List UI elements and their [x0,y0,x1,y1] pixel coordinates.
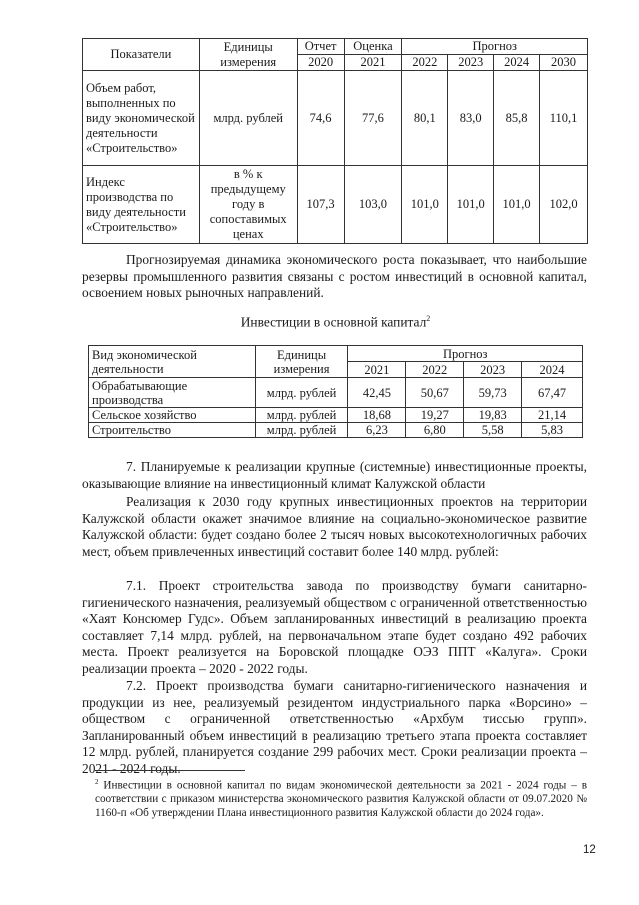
cell-value: 85,8 [494,71,540,166]
cell-value: 42,45 [348,378,406,408]
header-year: 2024 [494,55,540,71]
paragraph-project-7-2: 7.2. Проект производства бумаги санитарно-гигиенического назначения и продукции из нее, реализуемый резидентом индустриального парка «Ворсино» – обществом с ограниченной ответственностью «Архбум тиссью групп». Запланированный объем инвестиций в реализацию третьего этапа проекта составляет 12 млрд. рублей, планируется создание 299 рабочих мест. Сроки реализации проекта – 2021 - 2024 годы. [82,678,587,776]
cell-value: 18,68 [348,408,406,423]
caption-text: Инвестиции в основной капитал [240,314,427,330]
cell-value: 80,1 [402,71,448,166]
paragraph-projects-impact: Реализация к 2030 году крупных инвестиционных проектов на территории Калужской области окажет значимое влияние на социально-экономическое развитие Калужской области: будет создано более 2 тысяч новых высокотехнологичных рабочих мест, объем привлеченных инвестиций составит более 140 млрд. рублей: [82,494,587,559]
header-year: 2022 [406,362,464,378]
row-name: Объем работ, выполненных по виду экономической деятельности «Строительство» [83,71,200,166]
cell-value: 101,0 [402,166,448,244]
footnote [95,776,587,821]
row-name: Индекс производства по виду деятельности «Строительство» [83,166,200,244]
construction-indicators-table [82,38,588,244]
header-year: 2023 [448,55,494,71]
cell-value: 6,80 [406,423,464,438]
cell-value: 107,3 [297,166,344,244]
header-forecast: Прогноз [402,39,588,55]
cell-value: 77,6 [344,71,402,166]
header-units: Единицы измерения [199,39,297,71]
header-estimate: Оценка [344,39,402,55]
row-unit: млрд. рублей [255,408,348,423]
row-name: Строительство [89,423,256,438]
header-indicators: Показатели [83,39,200,71]
row-unit: млрд. рублей [255,378,348,408]
cell-value: 21,14 [522,408,583,423]
table2-caption [88,314,583,330]
cell-value: 74,6 [297,71,344,166]
cell-value: 67,47 [522,378,583,408]
cell-value: 19,27 [406,408,464,423]
cell-value: 101,0 [448,166,494,244]
row-name: Обрабатывающие производства [89,378,256,408]
table-row [89,408,583,423]
header-year: 2024 [522,362,583,378]
header-report: Отчет [297,39,344,55]
table-row [83,71,588,166]
investment-table [88,345,583,438]
header-year: 2020 [297,55,344,71]
footnote-divider [95,770,245,771]
header-year: 2021 [344,55,402,71]
table-row [89,423,583,438]
cell-value: 83,0 [448,71,494,166]
section-7-heading: 7. Планируемые к реализации крупные (системные) инвестиционные проекты, оказывающие влияние на инвестиционный климат Калужской области [82,459,587,491]
header-year: 2030 [540,55,588,71]
cell-value: 6,23 [348,423,406,438]
header-year: 2021 [348,362,406,378]
cell-value: 103,0 [344,166,402,244]
table-row [89,378,583,408]
cell-value: 110,1 [540,71,588,166]
cell-value: 102,0 [540,166,588,244]
paragraph-project-7-1: 7.1. Проект строительства завода по производству бумаги санитарно-гигиенического назначения, реализуемый обществом с ограниченной ответственностью «Хаят Консюмер Гудс». Объем запланированных инвестиций в реализацию проекта составляет 7,14 млрд. рублей, на первоначальном этапе будет создано 492 рабочих места. Проект реализуется на Боровской площадке ОЭЗ ППТ «Калуга». Сроки реализации проекта – 2020 - 2022 годы. [82,578,587,676]
row-unit: млрд. рублей [255,423,348,438]
cell-value: 59,73 [464,378,522,408]
table-row [83,166,588,244]
header-forecast: Прогноз [348,346,583,362]
row-name: Сельское хозяйство [89,408,256,423]
cell-value: 101,0 [494,166,540,244]
cell-value: 19,83 [464,408,522,423]
cell-value: 5,58 [464,423,522,438]
row-unit: млрд. рублей [199,71,297,166]
row-unit: в % к предыдущему году в сопоставимых ценах [199,166,297,244]
footnote-number: 2 [95,778,99,786]
footnote-text: Инвестиции в основной капитал по видам экономической деятельности за 2021 - 2024 годы – в соответствии с приказом министерства экономического развития Калужской области от 09.07.2020 № 1160-п «Об утверждении Плана инвестиционного развития Калужской области до 2024 года». [95,779,587,819]
paragraph-growth-dynamics: Прогнозируемая динамика экономического роста показывает, что наибольшие резервы промышленного развития связаны с ростом инвестиций в основной капитал, освоением новых рыночных направлений. [82,252,587,301]
header-year: 2023 [464,362,522,378]
header-activity: Вид экономической деятельности [89,346,256,378]
cell-value: 5,83 [522,423,583,438]
header-units: Единицы измерения [255,346,348,378]
cell-value: 50,67 [406,378,464,408]
header-year: 2022 [402,55,448,71]
footnote-ref: 2 [426,314,431,323]
page-number: 12 [583,844,596,856]
